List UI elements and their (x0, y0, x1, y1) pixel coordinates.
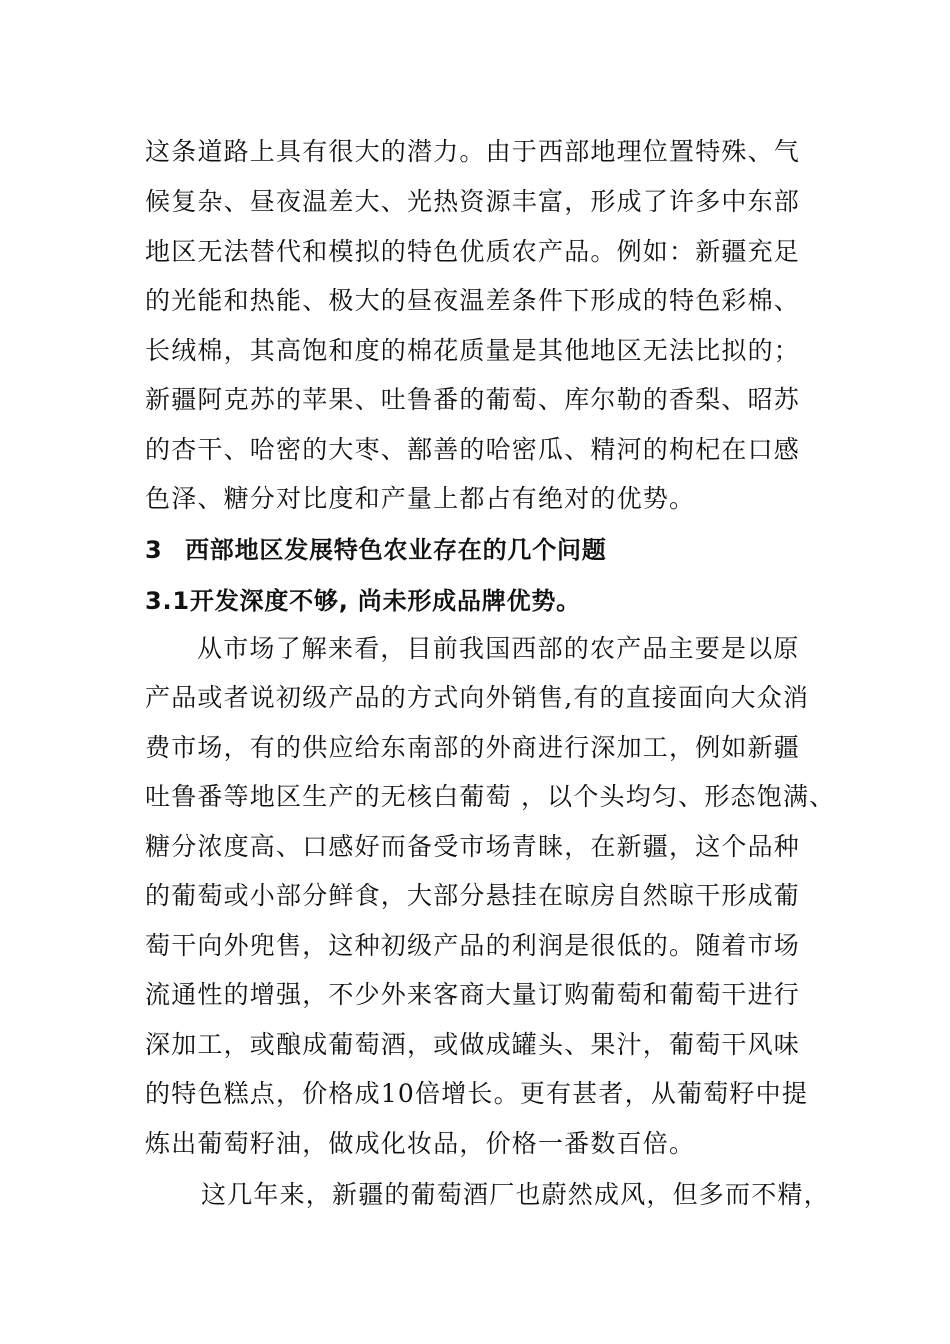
paragraph-1-line-2: 候复杂、昼夜温差大、光热资源丰富，形成了许多中东部 (145, 187, 801, 216)
paragraph-2-line-8: 流通性的增强，不少外来客商大量订购葡萄和葡萄干进行 (145, 980, 801, 1009)
paragraph-1-line-3: 地区无法替代和模拟的特色优质农产品。例如：新疆充足 (145, 237, 801, 266)
paragraph-1-line-7: 的杏干、哈密的大枣、鄯善的哈密瓜、精河的枸杞在口感 (145, 435, 801, 464)
paragraph-2-line-9: 深加工，或酿成葡萄酒，或做成罐头、果汁，葡萄干风味 (145, 1030, 801, 1059)
paragraph-2-line-4: 吐鲁番等地区生产的无核白葡萄 ，以个头均匀、形态饱满、 (145, 782, 836, 811)
paragraph-1-line-4: 的光能和热能、极大的昼夜温差条件下形成的特色彩棉、 (145, 286, 801, 315)
subsection-heading: 3.1开发深度不够, 尚未形成品牌优势。 (145, 587, 581, 615)
paragraph-2-line-6: 的葡萄或小部分鲜食，大部分悬挂在晾房自然晾干形成葡 (145, 881, 801, 910)
paragraph-1-line-8: 色泽、糖分对比度和产量上都占有绝对的优势。 (145, 484, 696, 513)
paragraph-1-line-6: 新疆阿克苏的苹果、吐鲁番的葡萄、库尔勒的香梨、昭苏 (145, 385, 801, 414)
paragraph-2-line-1: 从市场了解来看，目前我国西部的农产品主要是以原 (197, 634, 800, 663)
paragraph-2-line-10: 的特色糕点，价格成10倍增长。更有甚者，从葡萄籽中提 (145, 1079, 809, 1108)
section-heading (145, 535, 607, 565)
section-number: 3 (145, 536, 163, 564)
paragraph-2-line-11: 炼出葡萄籽油，做成化妆品，价格一番数百倍。 (145, 1129, 696, 1158)
paragraph-2-line-2: 产品或者说初级产品的方式向外销售,有的直接面向大众消 (145, 683, 810, 712)
paragraph-2-line-5: 糖分浓度高、口感好而备受市场青睐，在新疆，这个品种 (145, 832, 801, 861)
section-title: 西部地区发展特色农业存在的几个问题 (185, 536, 607, 564)
paragraph-2-line-3: 费市场，有的供应给东南部的外商进行深加工，例如新疆 (145, 733, 801, 762)
paragraph-3-line-1: 这几年来，新疆的葡萄酒厂也蔚然成风，但多而不精， (201, 1180, 830, 1209)
paragraph-2-line-7: 萄干向外兜售，这种初级产品的利润是很低的。随着市场 (145, 931, 801, 960)
paragraph-1-line-5: 长绒棉，其高饱和度的棉花质量是其他地区无法比拟的； (145, 336, 801, 365)
paragraph-1-line-1: 这条道路上具有很大的潜力。由于西部地理位置特殊、气 (145, 137, 801, 166)
